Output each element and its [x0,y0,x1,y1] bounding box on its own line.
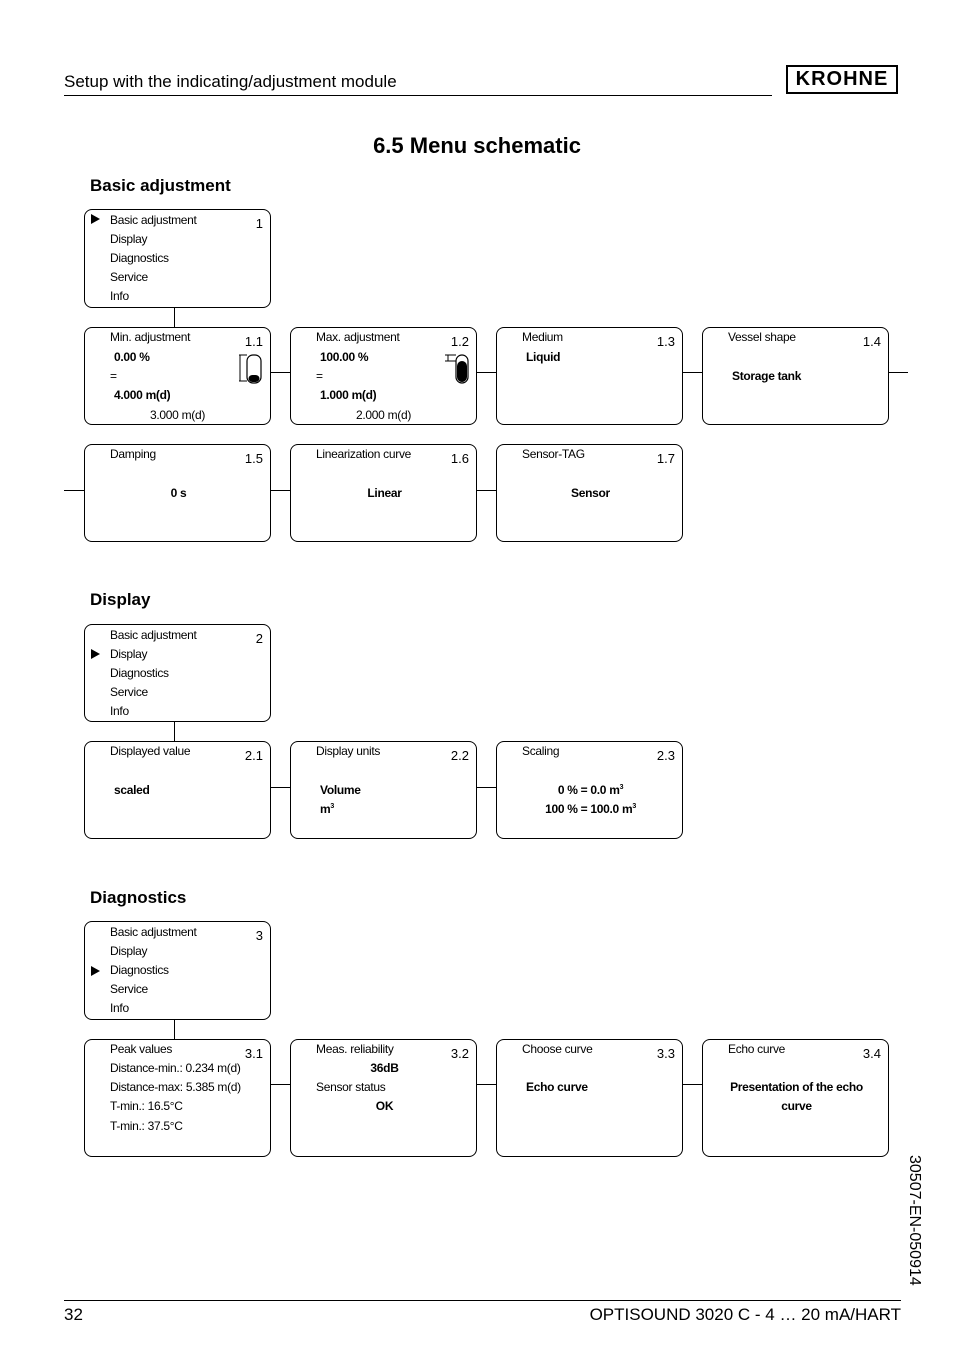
unit-exponent: 3 [632,803,636,810]
footer-rule [64,1300,901,1301]
connector-line [476,490,497,491]
curve-value: Echo curve [526,1080,588,1094]
distance-min: Distance-min.: 0.234 m(d) [110,1061,241,1075]
box-damping [84,444,271,542]
box-label: Linearization curve [316,447,412,461]
current-distance: 3.000 m(d) [150,408,206,422]
box-number: 1.5 [244,451,263,466]
box-label: Echo curve [728,1042,786,1056]
menu-item: Display [110,944,148,958]
current-distance: 2.000 m(d) [356,408,412,422]
box-sensor-tag [496,444,683,542]
connector-line [888,372,908,373]
box-scaling [496,741,683,839]
connector-line [174,721,175,742]
echo-curve-text-2: curve [781,1099,812,1113]
box-number: 1.7 [656,451,675,466]
unit-type-value: Volume [320,783,361,797]
connector-line [476,787,497,788]
connector-line [270,787,291,788]
box-meas-reliability [290,1039,477,1157]
box-label: Damping [110,447,156,461]
box-number: 3.4 [862,1046,881,1061]
vessel-empty-icon [239,353,265,387]
connector-line [476,372,497,373]
box-label: Displayed value [110,744,191,758]
menu-item: Service [110,982,148,996]
connector-line [682,1084,703,1085]
box-choose-curve [496,1039,683,1157]
damping-value: 0 s [170,486,187,500]
unit-exponent: 3 [330,803,334,810]
box-number: 3.3 [656,1046,675,1061]
selection-marker-icon [91,966,100,976]
connector-line [682,372,703,373]
box-number: 2.1 [244,748,263,763]
menu-box-diagnostics [84,921,271,1020]
connector-line [64,490,85,491]
menu-item: Info [110,289,129,303]
menu-box-basic [84,209,271,308]
selection-marker-icon [91,214,100,224]
temperature-max: T-min.: 37.5°C [110,1119,183,1133]
menu-item: Display [110,232,148,246]
distance-value: 1.000 m(d) [320,388,377,402]
box-number: 1.2 [450,334,469,349]
page-title: 6.5 Menu schematic [373,133,581,158]
sensor-status-label: Sensor status [316,1080,386,1094]
connector-line [174,1019,175,1040]
selection-marker-icon [91,649,100,659]
logo-text: KROHNE [795,68,889,90]
box-label: Max. adjustment [316,330,400,344]
menu-item: Info [110,704,129,718]
box-label: Meas. reliability [316,1042,394,1056]
box-number: 1.4 [862,334,881,349]
unit-exponent: 3 [619,784,624,791]
header-title: Setup with the indicating/adjustment module [64,72,397,91]
equals-sign: = [110,369,117,383]
distance-max: Distance-max: 5.385 m(d) [110,1080,241,1094]
connector-line [476,1084,497,1085]
box-number: 1.6 [450,451,469,466]
box-echo-curve [702,1039,889,1157]
box-peak-values [84,1039,271,1157]
box-number: 2.3 [656,748,675,763]
document-number: 30507-EN-050914 [906,1155,923,1286]
box-number: 2.2 [450,748,469,763]
menu-item: Diagnostics [110,251,169,265]
scaling-max-text: 100 % = 100.0 m [545,802,633,816]
sensor-tag-value: Sensor [571,486,610,500]
box-displayed-value [84,741,271,839]
box-display-units [290,741,477,839]
box-number: 1.3 [656,334,675,349]
medium-value: Liquid [526,350,561,364]
distance-value: 4.000 m(d) [114,388,171,402]
vessel-shape-value: Storage tank [732,369,802,383]
temperature-min: T-min.: 16.5°C [110,1099,183,1113]
box-min-adjustment [84,327,271,425]
displayed-value: scaled [114,783,150,797]
menu-item: Display [110,647,148,661]
unit-value [320,802,334,816]
connector-line [270,372,291,373]
box-linearization [290,444,477,542]
box-label: Min. adjustment [110,330,191,344]
box-label: Peak values [110,1042,173,1056]
percent-value: 100.00 % [320,350,369,364]
menu-number: 3 [255,928,263,943]
box-label: Vessel shape [728,330,796,344]
vessel-full-icon [445,353,471,387]
page-number: 32 [64,1305,83,1324]
connector-line [270,1084,291,1085]
box-number: 1.1 [244,334,263,349]
box-medium [496,327,683,425]
menu-number: 1 [255,216,263,231]
menu-item: Diagnostics [110,666,169,680]
section-title-diagnostics: Diagnostics [90,888,187,907]
box-label: Choose curve [522,1042,593,1056]
box-number: 3.2 [450,1046,469,1061]
menu-item: Diagnostics [110,963,169,977]
section-title-display: Display [90,590,151,609]
reliability-value: 36dB [370,1061,399,1075]
scaling-min [497,783,684,797]
menu-item: Basic adjustment [110,213,197,227]
krohne-logo [786,65,898,94]
menu-item: Info [110,1001,129,1015]
percent-value: 0.00 % [114,350,150,364]
menu-item: Service [110,685,148,699]
menu-box-display [84,624,271,722]
section-title-basic: Basic adjustment [90,176,231,195]
connector-line [270,490,291,491]
menu-number: 2 [255,631,263,646]
linearization-value: Linear [367,486,402,500]
box-label: Display units [316,744,381,758]
header-rule [64,95,772,96]
sensor-status-value: OK [375,1099,394,1113]
menu-item: Service [110,270,148,284]
box-label: Scaling [522,744,560,758]
menu-item: Basic adjustment [110,925,197,939]
menu-item: Basic adjustment [110,628,197,642]
connector-line [174,307,175,328]
box-label: Sensor-TAG [522,447,585,461]
equals-sign: = [316,369,323,383]
box-max-adjustment [290,327,477,425]
product-name: OPTISOUND 3020 C - 4 … 20 mA/HART [589,1305,901,1324]
scaling-max [497,802,684,816]
box-label: Medium [522,330,563,344]
scaling-min-text: 0 % = 0.0 m [557,783,620,797]
echo-curve-text-1: Presentation of the echo [730,1080,863,1094]
box-vessel-shape [702,327,889,425]
unit-base: m [320,802,331,816]
box-number: 3.1 [244,1046,263,1061]
